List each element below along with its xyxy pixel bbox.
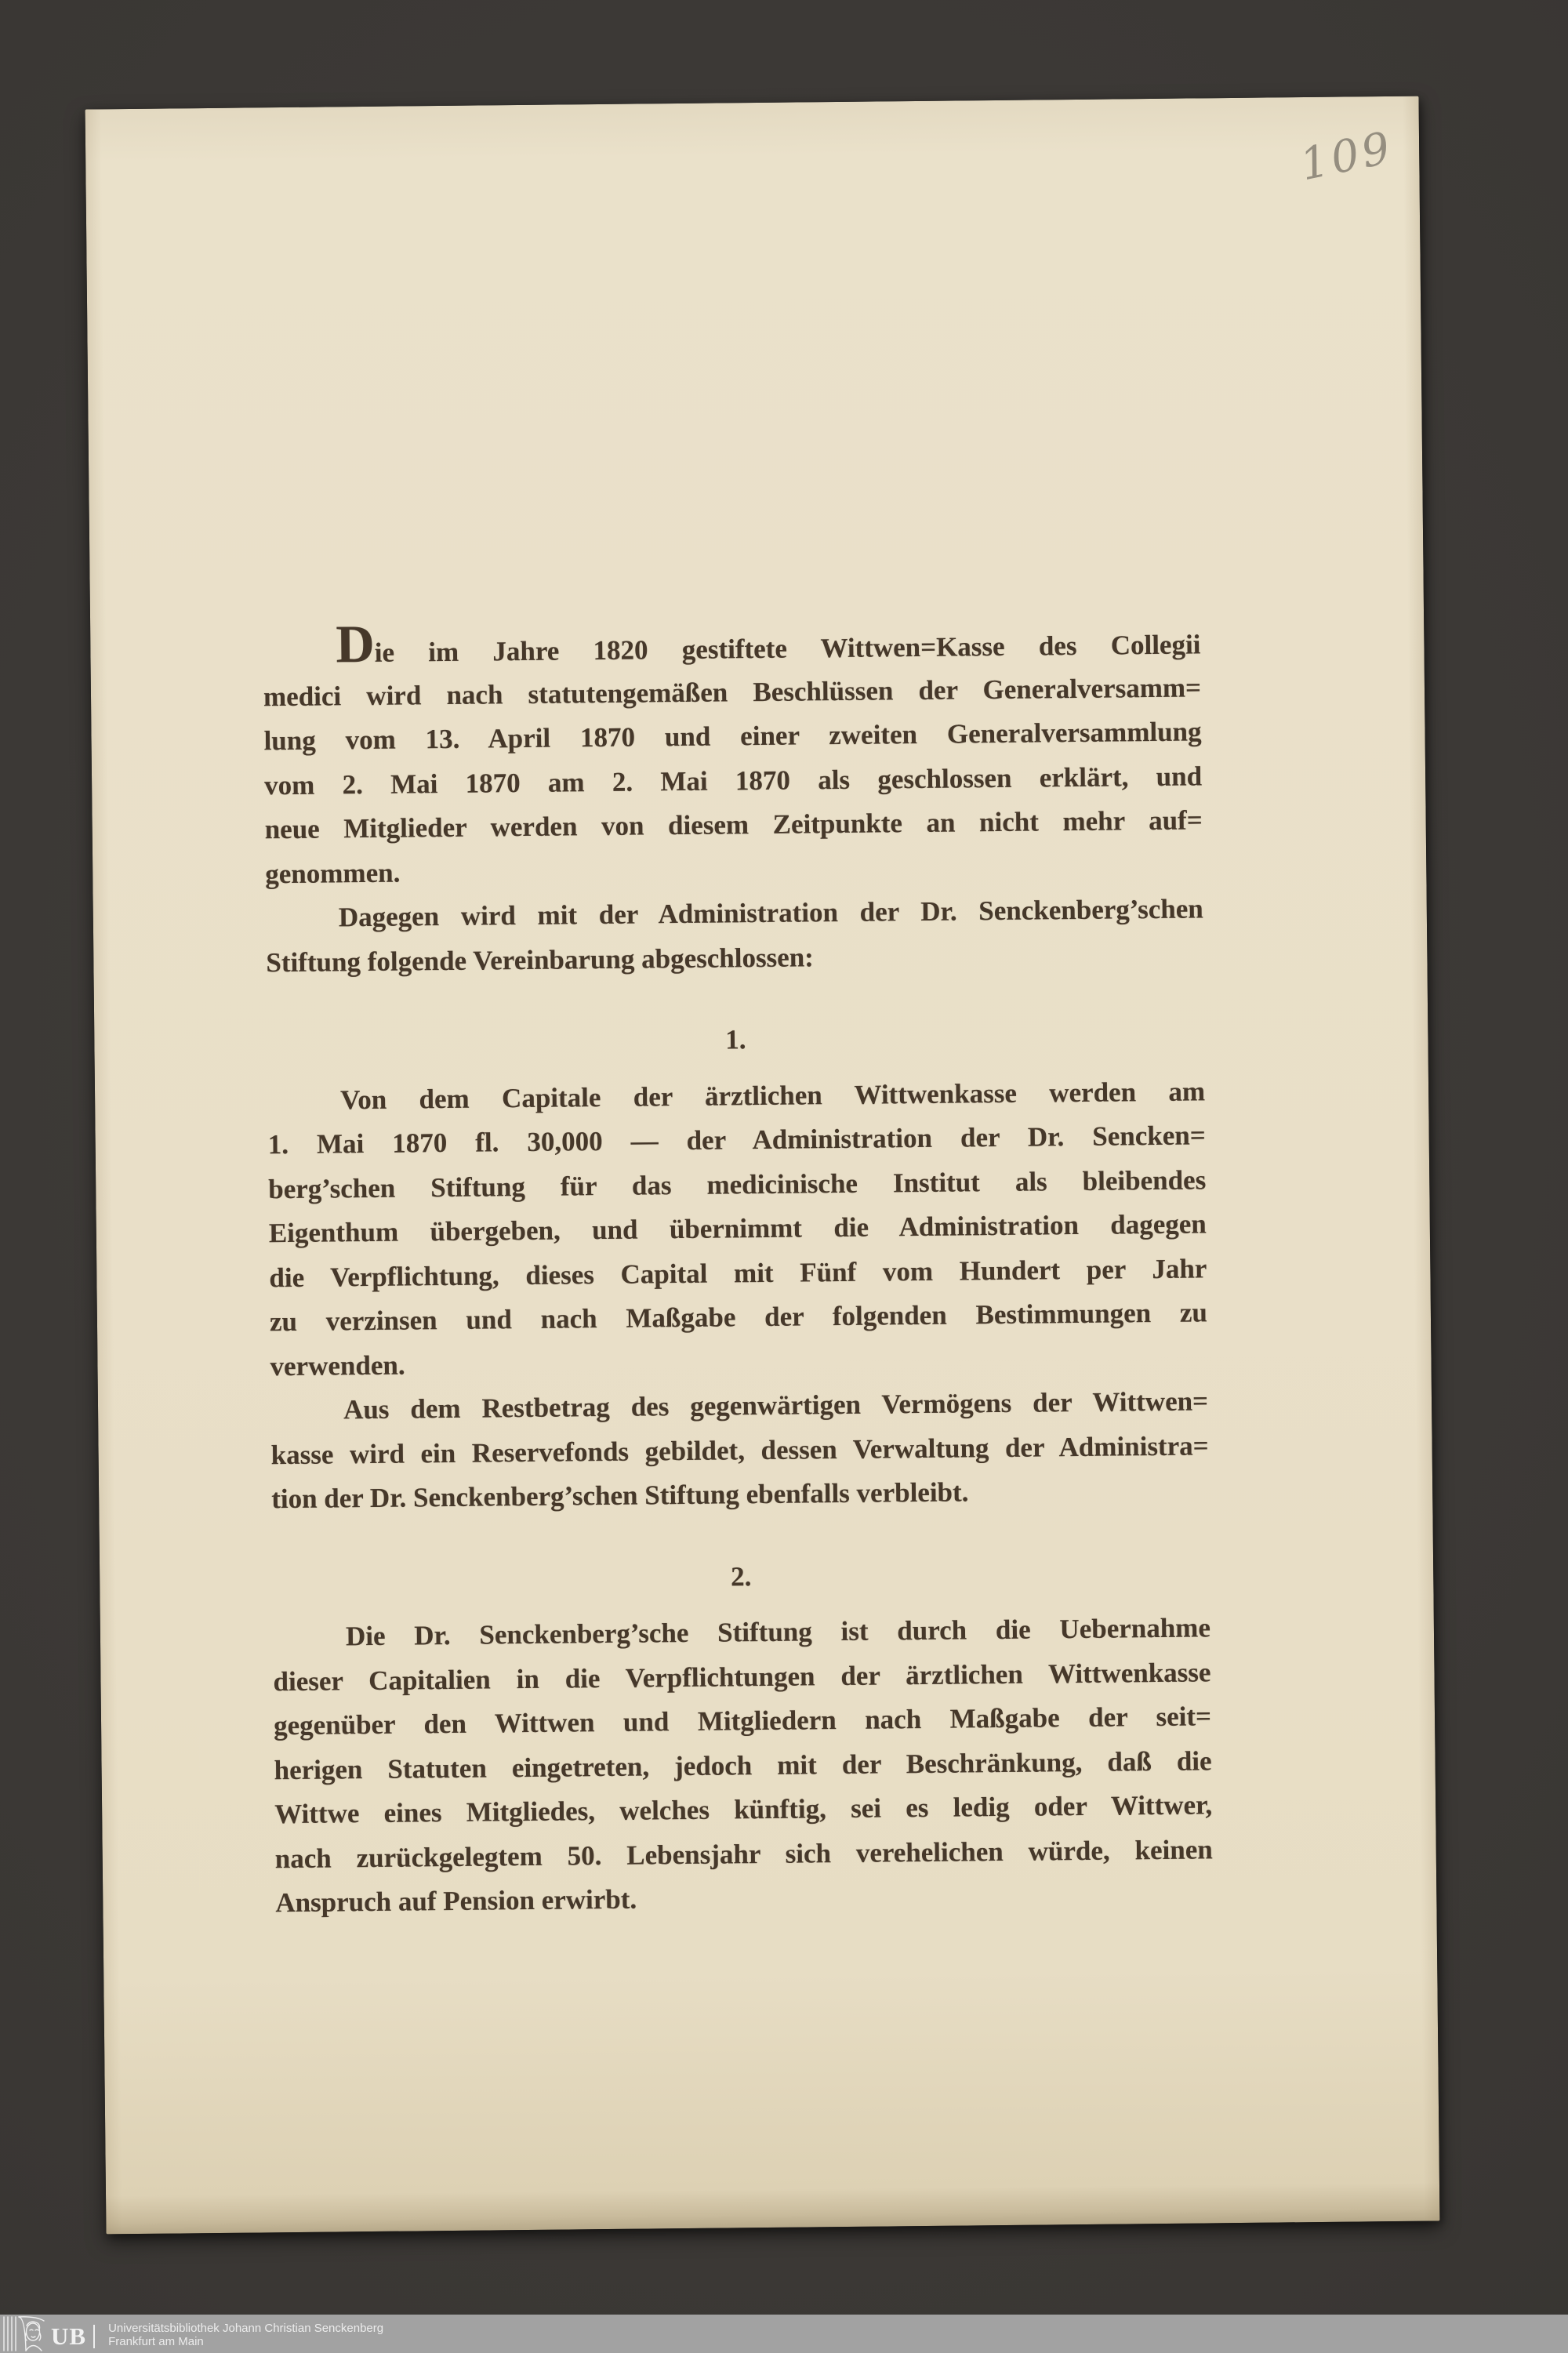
text-line: Die im Jahre 1820 gestiftete Wittwen=Kasse des Collegii: [335, 613, 1201, 674]
text-line: gegenüber den Wittwen und Mitgliedern nach Maßgabe der seit=: [273, 1701, 1212, 1741]
text-line: dieser Capitalien in die Verpflichtungen der ärztlichen Wittwenkasse: [273, 1656, 1211, 1697]
text-line: lung vom 13. April 1870 und einer zweiten Generalversammlung: [263, 716, 1202, 757]
document-text: [263, 613, 1213, 1925]
text-line: tion der Dr. Senckenberg’schen Stiftung ebenfalls verbleibt.: [271, 1476, 969, 1515]
text-line: genommen.: [265, 857, 401, 889]
library-footer-bar: [0, 2315, 1568, 2353]
text-line: Stiftung folgende Vereinbarung abgeschlossen:: [266, 941, 815, 978]
text-line: vom 2. Mai 1870 am 2. Mai 1870 als geschlossen erklärt, und: [263, 760, 1203, 801]
text-line: herigen Statuten eingetreten, jedoch mit der Beschränkung, daß die: [274, 1745, 1212, 1785]
section-heading-2: 2.: [730, 1560, 752, 1592]
senckenberg-portrait-icon: [2, 2315, 47, 2353]
text-line: verwenden.: [270, 1349, 405, 1382]
library-name: Universitätsbibliothek Johann Christian Senckenberg: [108, 2321, 384, 2335]
text-line: Dagegen wird mit der Administration der Dr. Senckenberg’schen: [338, 893, 1203, 933]
pencil-page-number: 109: [1296, 122, 1398, 191]
library-city: Frankfurt am Main: [108, 2334, 204, 2348]
section-heading-1: 1.: [725, 1024, 746, 1055]
text-line: Eigenthum übergeben, und übernimmt die Administration dagegen: [268, 1208, 1207, 1249]
text-line: medici wird nach statutengemäßen Beschlüssen der Generalversamm=: [263, 671, 1202, 712]
text-line: zu verzinsen und nach Maßgabe der folgenden Bestimmungen zu: [269, 1297, 1208, 1338]
text-line: berg’schen Stiftung für das medicinische Institut als bleibendes: [268, 1164, 1207, 1204]
ub-logo: [0, 2315, 108, 2353]
text-line: 1. Mai 1870 fl. 30,000 — der Administration der Dr. Sencken=: [267, 1120, 1206, 1160]
text-line: Anspruch auf Pension erwirbt.: [275, 1883, 637, 1919]
text-line: neue Mitglieder werden von diesem Zeitpunkte an nicht mehr auf=: [264, 804, 1203, 845]
text-line: kasse wird ein Reservefonds gebildet, dessen Verwaltung der Administra=: [270, 1429, 1209, 1470]
logo-divider: [93, 2325, 95, 2348]
text-line: Wittwe eines Mitgliedes, welches künftig, sei es ledig oder Wittwer,: [274, 1789, 1213, 1830]
text-line: Aus dem Restbetrag des gegenwärtigen Vermögens der Wittwen=: [343, 1385, 1209, 1425]
library-text: [108, 2320, 383, 2348]
text-line: die Verpflichtung, dieses Capital mit Fünf vom Hundert per Jahr: [269, 1252, 1207, 1293]
scanned-page: [85, 96, 1440, 2235]
text-line: Von dem Capitale der ärztlichen Wittwenkasse werden am: [339, 1075, 1206, 1115]
text-line: Die Dr. Senckenberg’sche Stiftung ist durch die Uebernahme: [345, 1612, 1211, 1652]
text-line: nach zurückgelegtem 50. Lebensjahr sich verehelichen würde, keinen: [274, 1833, 1213, 1874]
ub-logo-text: UB: [51, 2322, 87, 2350]
